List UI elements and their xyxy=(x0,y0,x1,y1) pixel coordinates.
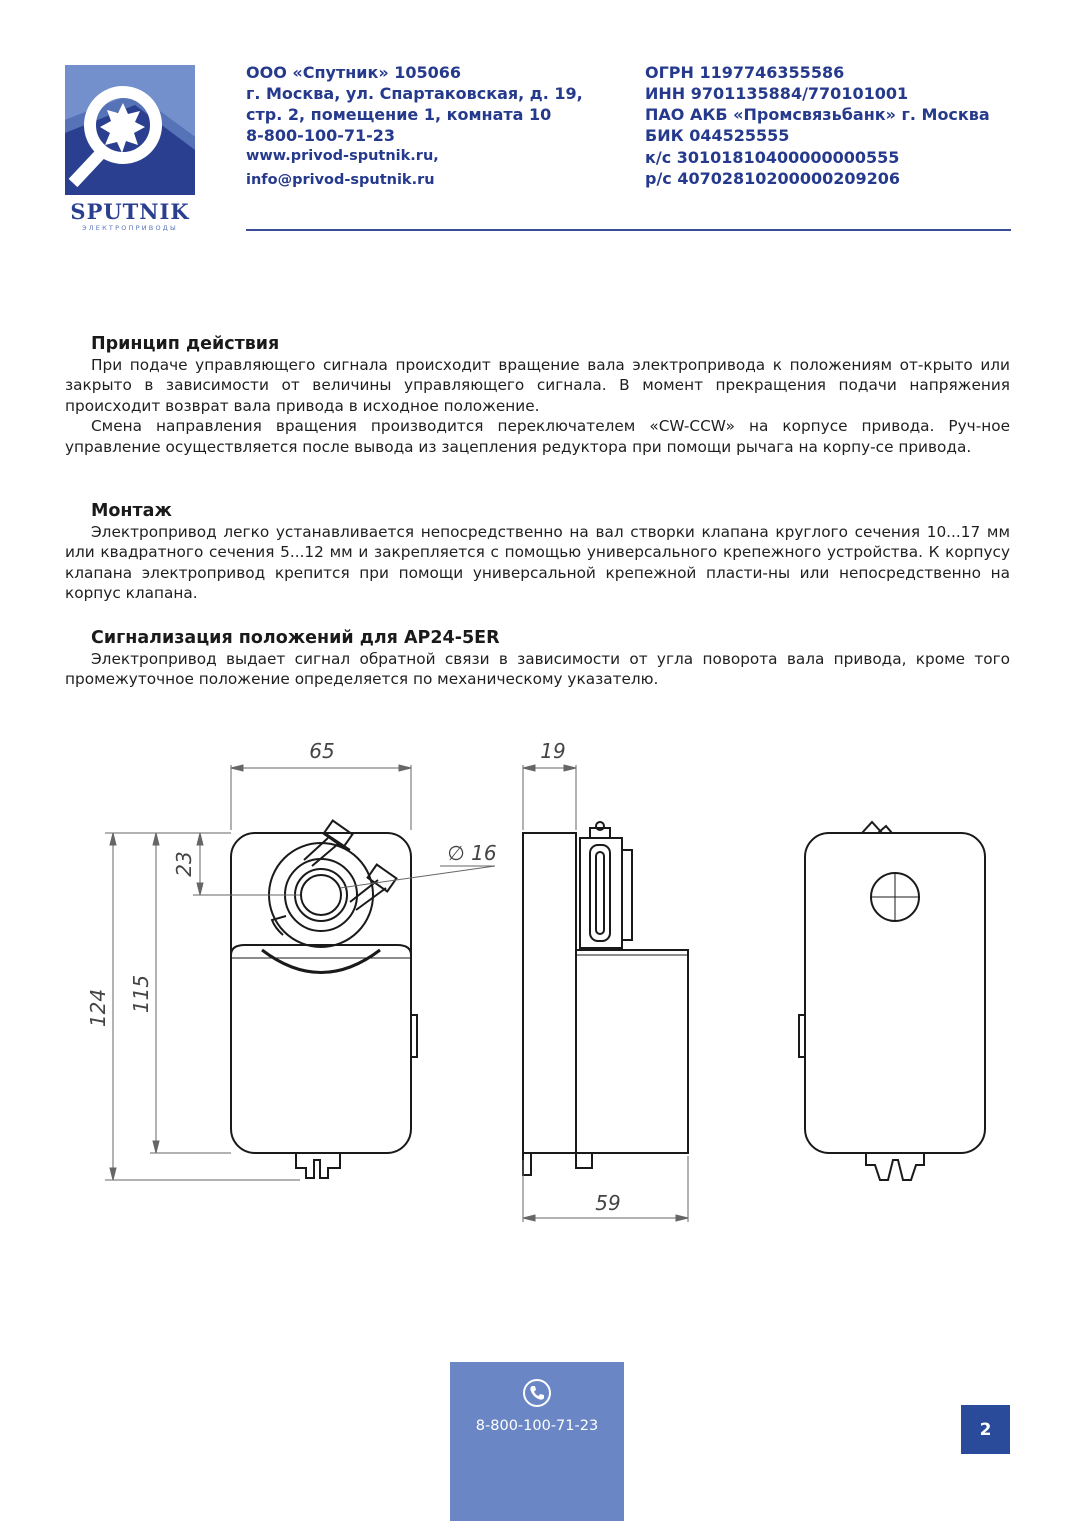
paragraph: При подаче управляющего сигнала происходит вращение вала электропривода к положениям от-крыто или закрыто в зависимости от величины управляющего сигнала. В момент прекращения подачи напряжения происходит возврат вала привода в исходное положение. xyxy=(65,356,1010,415)
requisite-line: к/с 30101810400000000555 xyxy=(645,148,900,167)
requisite-line: ИНН 9701135884/770101001 xyxy=(645,84,909,103)
dim-depth-top: 19 xyxy=(540,739,566,763)
side-view-housing xyxy=(523,833,576,1153)
section-title: Монтаж xyxy=(91,501,172,521)
dim-shaft-offset: 23 xyxy=(172,851,196,877)
section-title: Принцип действия xyxy=(91,334,280,354)
requisite-line: БИК 044525555 xyxy=(645,126,790,145)
address-line: ООО «Спутник» 105066 xyxy=(246,63,462,82)
dim-depth-bottom: 59 xyxy=(595,1191,621,1215)
address-line: г. Москва, ул. Спартаковская, д. 19, xyxy=(246,84,583,103)
company-requisites xyxy=(645,62,990,189)
email-link[interactable]: info@privod-sputnik.ru xyxy=(246,172,435,188)
section-mounting xyxy=(65,500,1010,604)
dim-height-total: 124 xyxy=(86,988,110,1028)
front-view-housing xyxy=(231,833,411,1153)
paragraph: Электропривод легко устанавливается непосредственно на вал створки клапана круглого сечения 10...17 мм или квадратного сечения 5...12 мм и закрепляется с помощью универсального крепежного устройства. К корпусу клапана электропривод крепится при помощи универсальной крепежной пласти-ны или непосредственно на корпус клапана. xyxy=(65,523,1010,603)
website-link[interactable]: www.privod-sputnik.ru, xyxy=(246,148,439,164)
requisite-line: ПАО АКБ «Промсвязьбанк» г. Москва xyxy=(645,105,990,124)
logo-name: SPUTNIK xyxy=(70,199,190,224)
phone-icon xyxy=(522,1378,552,1408)
section-title: Сигнализация положений для AP24-5ER xyxy=(91,628,500,648)
logo-subtitle: ЭЛЕКТРОПРИВОДЫ xyxy=(81,224,178,232)
footer-contact-box xyxy=(450,1362,624,1521)
address-line: стр. 2, помещение 1, комната 10 xyxy=(246,105,552,124)
footer-phone[interactable]: 8-800-100-71-23 xyxy=(475,1418,599,1434)
section-operation xyxy=(65,333,1010,457)
requisite-line: ОГРН 1197746355586 xyxy=(645,63,845,82)
dim-height-body: 115 xyxy=(129,974,153,1014)
phone-line: 8-800-100-71-23 xyxy=(246,126,396,145)
sputnik-logo-icon xyxy=(65,65,195,195)
dim-shaft-diameter: ∅ 16 xyxy=(447,841,497,865)
dim-width-front: 65 xyxy=(309,739,335,763)
section-signaling xyxy=(65,627,1010,690)
page-number: 2 xyxy=(961,1405,1010,1454)
paragraph: Смена направления вращения производится переключателем «CW-CCW» на корпусе привода. Руч-ное управление осуществляется после вывода из зацепления редуктора при помощи рычага на корпу-се привода. xyxy=(65,417,1010,456)
paragraph: Электропривод выдает сигнал обратной связи в зависимости от угла поворота вала привода, кроме того промежуточное положение определяется по механическому указателю. xyxy=(65,650,1010,689)
actuator-dimension-drawing xyxy=(70,725,1010,1235)
company-address xyxy=(246,62,583,191)
header-divider xyxy=(246,229,1011,231)
company-logo xyxy=(65,65,195,235)
requisite-line: р/с 40702810200000209206 xyxy=(645,169,901,188)
